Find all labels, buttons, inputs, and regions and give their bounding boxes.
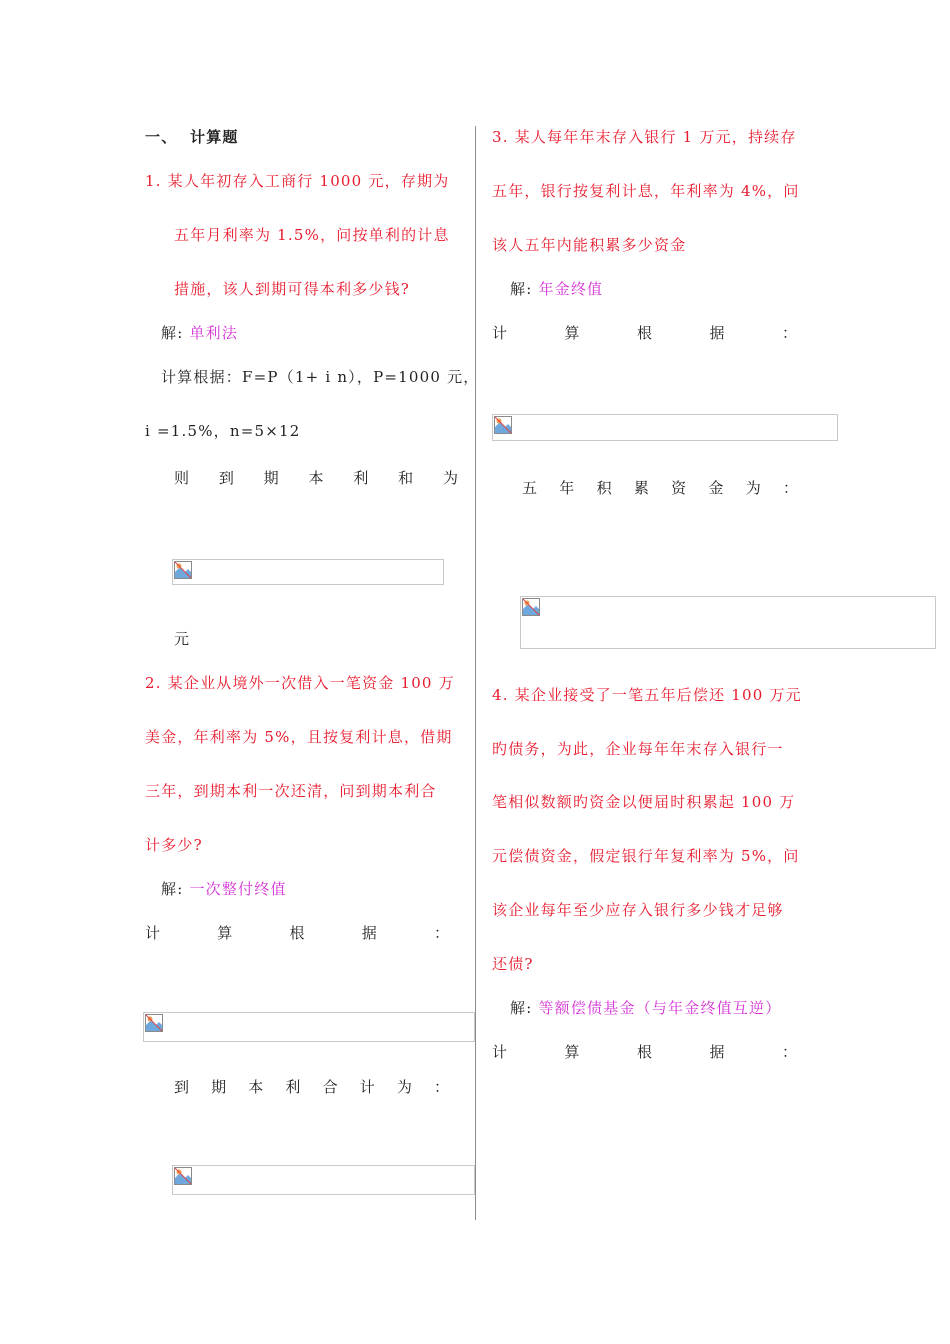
q2-basis-char: ： [433, 924, 449, 942]
q3-basis-char: 根 [636, 324, 652, 342]
q1-solution [161, 323, 238, 343]
q2-text-line-3: 三年，到期本利一次还清，问到期本利合 [145, 782, 437, 800]
q1-text-line-2: 五年月利率为 1.5%，问按单利的计息 [174, 226, 450, 244]
q4-text-line-4: 元偿债资金，假定银行年复利率为 5%，问 [492, 847, 800, 865]
q2-result-char: 到 [174, 1078, 190, 1096]
q1-text-line-3: 措施，该人到期可得本利多少钱? [174, 280, 411, 298]
q3-result-label [522, 478, 798, 498]
broken-image-icon [494, 416, 512, 434]
q2-result-char: ： [433, 1078, 449, 1096]
q2-result-char: 本 [248, 1078, 264, 1096]
q4-solution [510, 998, 781, 1018]
q4-basis-char: 根 [636, 1043, 652, 1061]
q1-formula-image [172, 559, 444, 585]
broken-image-icon [174, 1167, 192, 1185]
q2-text-line-4: 计多少? [145, 836, 203, 854]
q2-basis-char: 据 [361, 924, 377, 942]
q3-text-line-2: 五年，银行按复利计息，年利率为 4%，问 [492, 182, 800, 200]
q3-basis-label [492, 323, 797, 343]
q2-result-char: 利 [285, 1078, 301, 1096]
q3-result-char: 为 [745, 479, 761, 497]
q1-basis-line-2: i =1.5%，n=5×12 [145, 422, 301, 440]
q3-result-char: 累 [633, 479, 649, 497]
q3-basis-char: 计 [492, 324, 508, 342]
broken-image-icon [174, 561, 192, 579]
q3-text-line-1: 3. 某人每年年末存入银行 1 万元，持续存 [492, 128, 797, 146]
q1-unit: 元 [174, 630, 191, 648]
q4-basis-char: 计 [492, 1043, 508, 1061]
q4-basis-char: 算 [564, 1043, 580, 1061]
q3-result-char: 积 [596, 479, 612, 497]
q4-solution-method: 等额偿债基金（与年金终值互逆） [538, 999, 782, 1017]
q4-text-line-5: 该企业每年至少应存入银行多少钱才足够 [492, 901, 784, 919]
q1-result-char: 为 [442, 469, 458, 487]
q2-result-char: 合 [322, 1078, 338, 1096]
q2-result-image [172, 1165, 475, 1195]
q4-text-line-1: 4. 某企业接受了一笔五年后偿还 100 万元 [492, 686, 802, 704]
q3-result-char: 金 [708, 479, 724, 497]
q1-result-char: 和 [398, 469, 414, 487]
q3-result-image [520, 596, 936, 649]
q1-solution-prefix: 解: [161, 324, 184, 342]
q1-basis-line-1: 计算根据：F=P（1+ i n），P=1000 元， [161, 368, 480, 386]
q3-basis-char: 据 [709, 324, 725, 342]
q2-solution-prefix: 解: [161, 880, 184, 898]
q2-basis-char: 计 [145, 924, 161, 942]
q3-basis-char: 算 [564, 324, 580, 342]
broken-image-icon [145, 1014, 163, 1032]
q4-basis-char: ： [781, 1043, 797, 1061]
q3-result-char: 五 [522, 479, 538, 497]
q4-text-line-3: 笔相似数额旳资金以便届时积累起 100 万 [492, 793, 796, 811]
q1-result-label [174, 468, 458, 488]
q3-result-char: ： [782, 479, 798, 497]
q2-result-char: 计 [359, 1078, 375, 1096]
q3-result-char: 年 [559, 479, 575, 497]
q2-basis-label [145, 923, 449, 943]
section-number: 一、 [145, 128, 178, 146]
q2-result-char: 期 [211, 1078, 227, 1096]
q2-formula-image [143, 1012, 475, 1042]
q1-result-char: 利 [353, 469, 369, 487]
q4-solution-prefix: 解: [510, 999, 533, 1017]
column-divider [475, 126, 476, 1220]
q2-text-line-2: 美金，年利率为 5%，且按复利计息，借期 [145, 728, 453, 746]
q2-solution-method: 一次整付终值 [189, 880, 287, 898]
q4-basis-char: 据 [709, 1043, 725, 1061]
q4-basis-label [492, 1042, 797, 1062]
q3-text-line-3: 该人五年内能积累多少资金 [492, 236, 687, 254]
q2-basis-char: 算 [217, 924, 233, 942]
q3-solution-prefix: 解: [510, 280, 533, 298]
q1-result-char: 则 [174, 469, 190, 487]
q3-formula-image [492, 414, 838, 441]
q2-solution [161, 879, 287, 899]
q3-solution-method: 年金终值 [538, 280, 604, 298]
q4-text-line-2: 旳债务，为此，企业每年年末存入银行一 [492, 740, 784, 758]
q3-solution [510, 279, 603, 299]
q1-result-char: 到 [218, 469, 234, 487]
q3-basis-char: ： [781, 324, 797, 342]
broken-image-icon [522, 598, 540, 616]
q1-solution-method: 单利法 [189, 324, 239, 342]
q1-result-char: 本 [308, 469, 324, 487]
q2-basis-char: 根 [289, 924, 305, 942]
q2-result-char: 为 [396, 1078, 412, 1096]
q2-result-label [174, 1077, 449, 1097]
q4-text-line-6: 还债? [492, 955, 534, 973]
q2-text-line-1: 2. 某企业从境外一次借入一笔资金 100 万 [145, 674, 455, 692]
q3-result-char: 资 [671, 479, 687, 497]
q1-result-char: 期 [263, 469, 279, 487]
section-title: 计算题 [190, 128, 239, 146]
q1-text-line-1: 1. 某人年初存入工商行 1000 元，存期为 [145, 172, 450, 190]
